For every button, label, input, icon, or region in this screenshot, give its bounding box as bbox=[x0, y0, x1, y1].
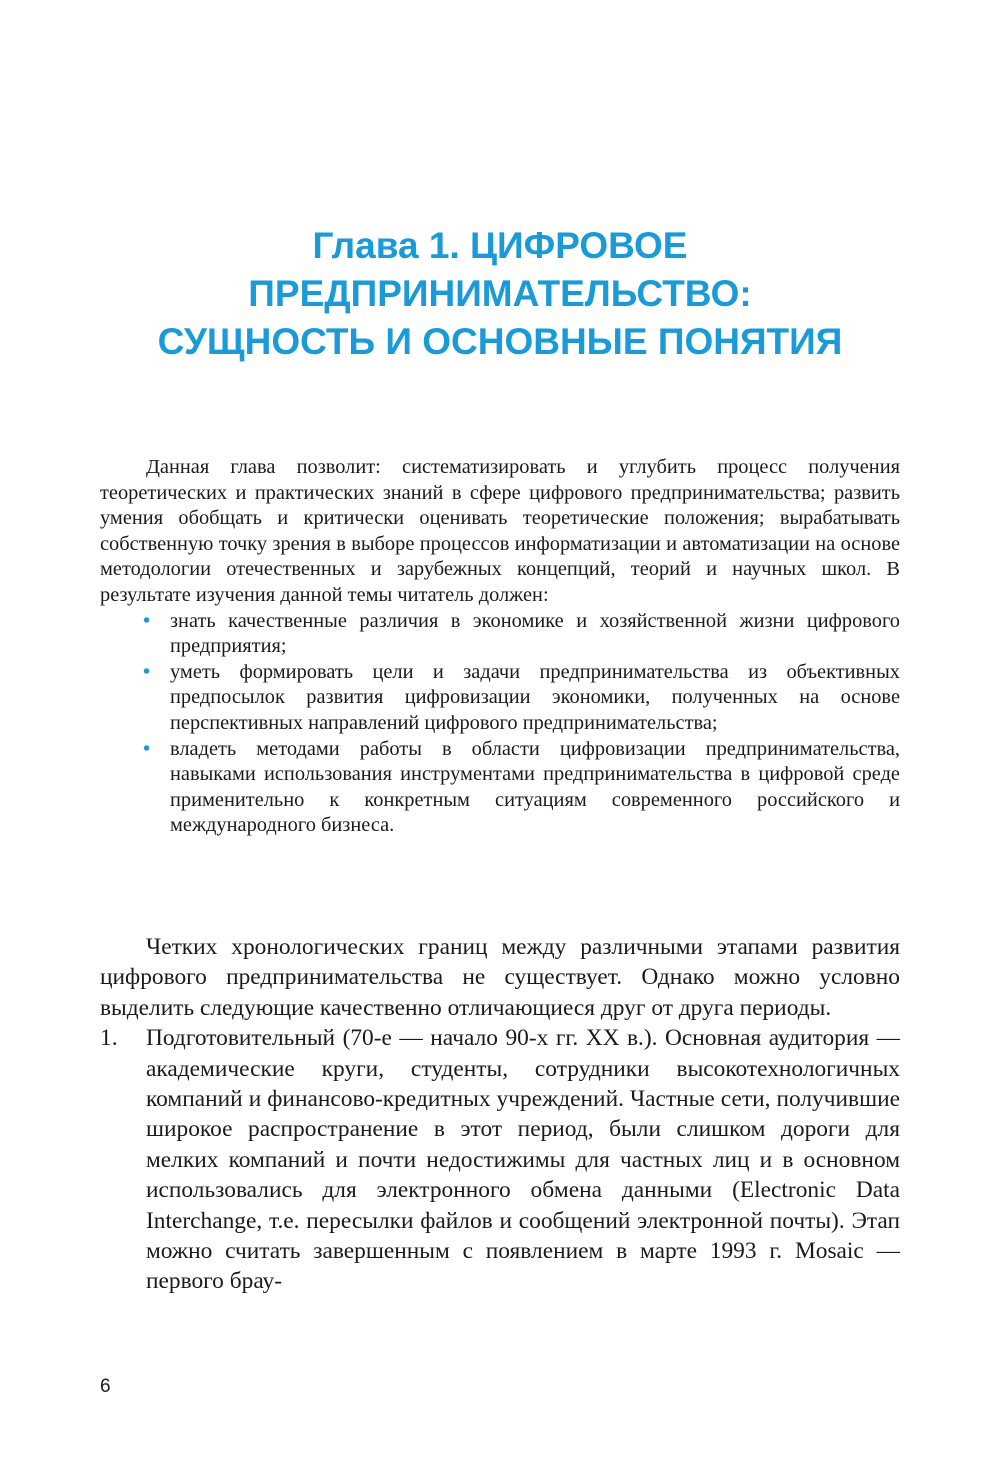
learning-outcome-text: уметь формировать цели и задачи предпринимательства из объективных предпосылок развития цифровизации экономики, полученных на основе перспективных направлений цифрового предпринимательства; bbox=[170, 660, 900, 734]
period-item bbox=[100, 1023, 900, 1297]
bullet-icon: • bbox=[143, 660, 151, 683]
chapter-title bbox=[100, 222, 900, 366]
period-text: Подготовительный (70-е — начало 90-х гг. XX в.). Основная аудитория — академические круги, студенты, сотрудники высокотехнологичных компаний и финансово-кредитных учреждений. Частные сети, получившие широкое распространение в этот период, были слишком дороги для мелких компаний и почти недостижимы для частных лиц и в основном использовались для электронного обмена данными (Electronic Data Interchange, т.е. пересылки файлов и сообщений электронной почты). Этап можно считать завершенным с появлением в марте 1993 г. Mosaic — первого брау- bbox=[146, 1025, 900, 1295]
learning-outcome-text: знать качественные различия в экономике и хозяйственной жизни цифрового предприятия; bbox=[170, 609, 900, 658]
chapter-title-line-3: СУЩНОСТЬ И ОСНОВНЫЕ ПОНЯТИЯ bbox=[157, 321, 843, 362]
chapter-title-line-1: Глава 1. ЦИФРОВОЕ bbox=[312, 225, 688, 266]
learning-outcomes-list bbox=[100, 609, 900, 839]
intro-paragraph: Данная глава позволит: систематизировать и углубить процесс получения теоретических и практических знаний в сфере цифрового предпринимательства; развить умения обобщать и критически оценивать теоретические положения; вырабатывать собственную точку зрения в выборе процессов информатизации и автоматизации на основе методологии отечественных и зарубежных концепций, теорий и научных школ. В результате изучения данной темы читатель должен: bbox=[100, 456, 900, 606]
main-body-text bbox=[100, 932, 900, 1297]
page-number: 6 bbox=[100, 1376, 111, 1397]
chapter-intro bbox=[100, 455, 900, 839]
body-paragraph: Четких хронологических границ между различными этапами развития цифрового предпринимательства не существует. Однако можно условно выделить следующие качественно отличающиеся друг от друга периоды. bbox=[100, 934, 900, 1021]
bullet-icon: • bbox=[143, 609, 151, 632]
learning-outcome-text: владеть методами работы в области цифровизации предпринимательства, навыками использования инструментами предпринимательства в цифровой среде применительно к конкретным ситуациям современного российского и международного бизнеса. bbox=[170, 737, 900, 837]
learning-outcome-item bbox=[143, 609, 900, 660]
learning-outcome-item bbox=[143, 660, 900, 737]
periods-list bbox=[100, 1023, 900, 1297]
bullet-icon: • bbox=[143, 737, 151, 760]
learning-outcome-item bbox=[143, 737, 900, 839]
chapter-title-line-2: ПРЕДПРИНИМАТЕЛЬСТВО: bbox=[248, 273, 752, 314]
period-number: 1. bbox=[100, 1025, 118, 1052]
